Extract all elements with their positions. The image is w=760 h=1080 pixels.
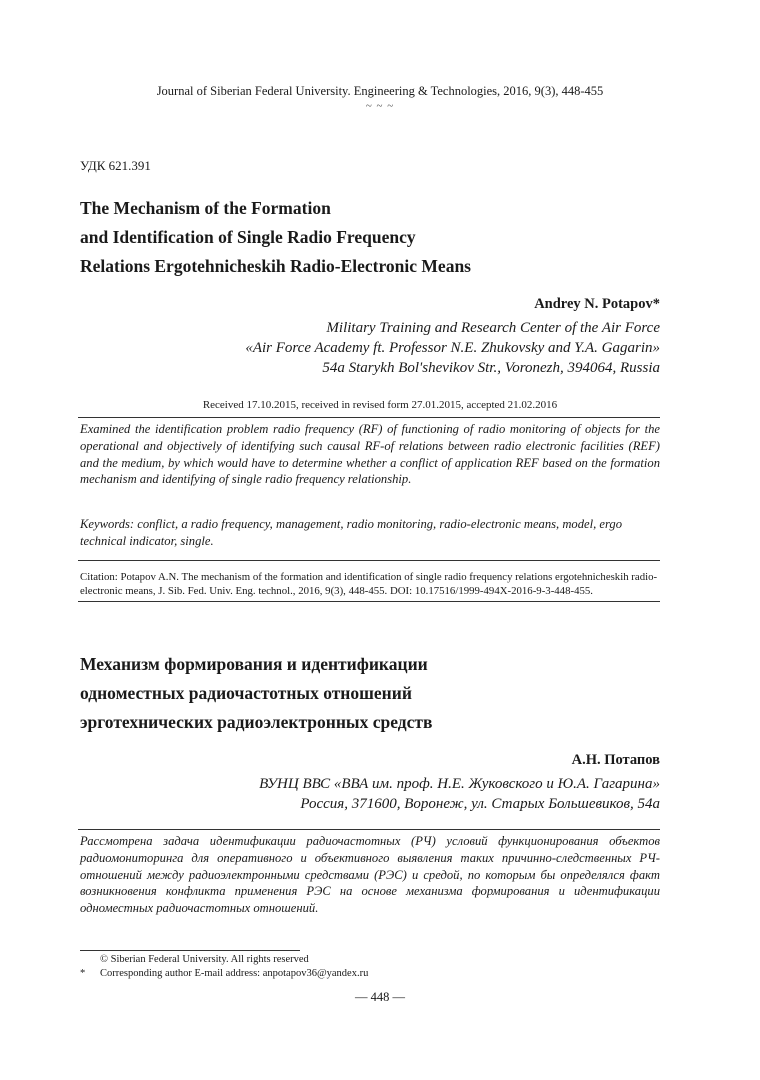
english-title-line: The Mechanism of the Formation: [80, 198, 331, 218]
citation: Citation: Potapov A.N. The mechanism of the formation and identification of single radio frequency relations ergotehnicheskih radio-electronic means, J. Sib. Fed. Univ. Eng. technol., 2016, 9(3), 448-455. DOI: 10.17516/1999-494X-2016-9-3-448-455.: [80, 571, 658, 597]
english-keywords: Keywords: conflict, a radio frequency, management, radio monitoring, radio-electronic means, model, ergo technical indicator, single.: [80, 517, 623, 548]
russian-author: А.Н. Потапов: [571, 752, 660, 768]
russian-abstract: Рассмотрена задача идентификации радиочастотных (РЧ) условий функционирования объектов радиомониторинга для оперативного и объективного выявления таких причинно-следственных РЧ-отношений между радиоэлектронными средствами (РЭС) и средой, по которым бы определялся факт возникновения конфликта применения РЭС на основе механизма формирования и идентификации одноместных радиочастотных отношений.: [80, 834, 660, 916]
received-dates: Received 17.10.2015, received in revised form 27.01.2015, accepted 21.02.2016: [202, 399, 558, 411]
journal-header: Journal of Siberian Federal University. Engineering & Technologies, 2016, 9(3), 448-455: [156, 84, 604, 98]
affiliation-line: 54a Starykh Bol'shevikov Str., Voronezh, 394064, Russia: [322, 360, 660, 376]
english-title-line: and Identification of Single Radio Frequency: [80, 227, 416, 247]
asterisk-mark: *: [80, 968, 86, 979]
english-affiliation: [245, 318, 660, 378]
affiliation-line: «Air Force Academy ft. Professor N.E. Zhukovsky and Y.A. Gagarin»: [245, 340, 660, 356]
corresponding-email: Corresponding author E-mail address: anpotapov36@yandex.ru: [100, 968, 369, 979]
divider: [78, 417, 660, 418]
affiliation-line: Military Training and Research Center of the Air Force: [326, 320, 660, 336]
corresponding-note: [80, 967, 368, 981]
udk-code: УДК 621.391: [80, 158, 151, 173]
russian-title-line: одноместных радиочастотных отношений: [80, 683, 412, 703]
divider: [78, 601, 660, 602]
page-number: — 448 —: [355, 990, 405, 1004]
footnote-divider: [80, 950, 300, 951]
english-abstract: Examined the identification problem radio frequency (RF) of functioning of radio monitoring of objects for the operational and objectively of identifying such causal RF-of relations between radio electronic facilities (REF) and the medium, by which would have to determine whether a conflict of application REF based on the formation mechanism and identifying of single radio frequency relationship.: [80, 422, 660, 487]
russian-title-line: эрготехнических радиоэлектронных средств: [80, 712, 433, 732]
header-ornament: ~ ~ ~: [365, 100, 395, 112]
english-author: Andrey N. Potapov*: [534, 296, 660, 312]
divider: [78, 560, 660, 561]
russian-title: [80, 650, 680, 737]
divider: [78, 829, 660, 830]
russian-title-line: Механизм формирования и идентификации: [80, 654, 428, 674]
affiliation-line: Россия, 371600, Воронеж, ул. Старых Большевиков, 54а: [300, 796, 660, 812]
affiliation-line: ВУНЦ ВВС «ВВА им. проф. Н.Е. Жуковского и Ю.А. Гагарина»: [259, 776, 660, 792]
english-title: [80, 194, 680, 281]
russian-affiliation: [259, 774, 660, 814]
copyright-note: © Siberian Federal University. All rights reserved: [100, 954, 309, 965]
english-title-line: Relations Ergotehnicheskih Radio-Electronic Means: [80, 256, 471, 276]
